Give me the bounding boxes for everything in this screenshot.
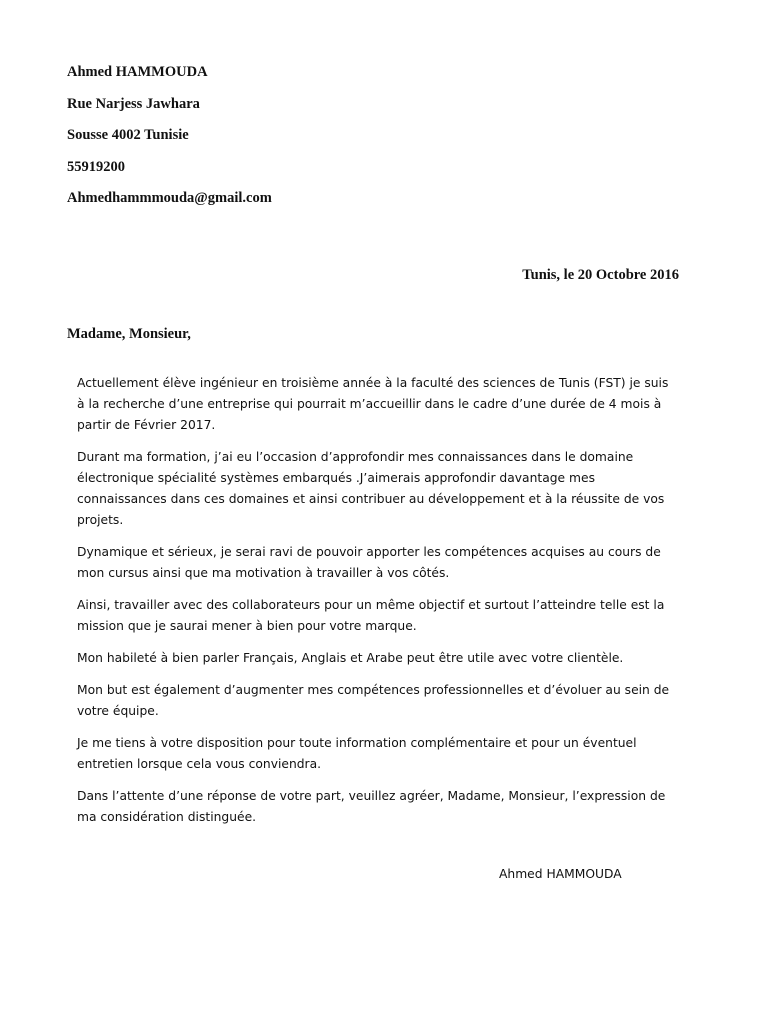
sender-city: Sousse 4002 Tunisie bbox=[67, 127, 189, 143]
sender-phone: 55919200 bbox=[67, 158, 125, 175]
paragraph-formation: Durant ma formation, j’ai eu l’occasion d’approfondir mes connaissances dans le domaine électronique spécialité systèmes embarqués .J’aimerais approfondir davantage mes connaissances dans ces domaines et ainsi contribuer au développement et à la réussite de vos projets. bbox=[77, 450, 665, 527]
paragraph-intro: Actuellement élève ingénieur en troisième année à la faculté des sciences de Tunis (FST) je suis à la recherche d’une entreprise qui pourrait m’accueillir dans le cadre d’une durée de 4 mois à partir de Février 2017. bbox=[77, 376, 669, 432]
paragraph-dynamique: Dynamique et sérieux, je serai ravi de pouvoir apporter les compétences acquises au cours de mon cursus ainsi que ma motivation à travailler à vos côtés. bbox=[77, 545, 661, 580]
paragraph-langues: Mon habileté à bien parler Français, Anglais et Arabe peut être utile avec votre clientèle. bbox=[77, 651, 624, 665]
sender-email: Ahmedhammmouda@gmail.com bbox=[67, 190, 272, 206]
sender-block bbox=[67, 62, 272, 220]
signature: Ahmed HAMMOUDA bbox=[499, 867, 622, 881]
sender-name: Ahmed HAMMOUDA bbox=[67, 64, 208, 80]
paragraph-disposition: Je me tiens à votre disposition pour toute information complémentaire et pour un éventuel entretien lorsque cela vous conviendra. bbox=[77, 736, 637, 771]
sender-street: Rue Narjess Jawhara bbox=[67, 95, 200, 112]
salutation: Madame, Monsieur, bbox=[67, 326, 191, 342]
paragraph-but: Mon but est également d’augmenter mes compétences professionnelles et d’évoluer au sein de votre équipe. bbox=[77, 683, 670, 718]
letter-body bbox=[77, 373, 677, 839]
letter-date: Tunis, le 20 Octobre 2016 bbox=[522, 267, 679, 283]
paragraph-closing: Dans l’attente d’une réponse de votre part, veuillez agréer, Madame, Monsieur, l’expression de ma considération distinguée. bbox=[77, 789, 666, 824]
paragraph-collaborateurs: Ainsi, travailler avec des collaborateurs pour un même objectif et surtout l’atteindre telle est la mission que je saurai mener à bien pour votre marque. bbox=[77, 598, 665, 633]
